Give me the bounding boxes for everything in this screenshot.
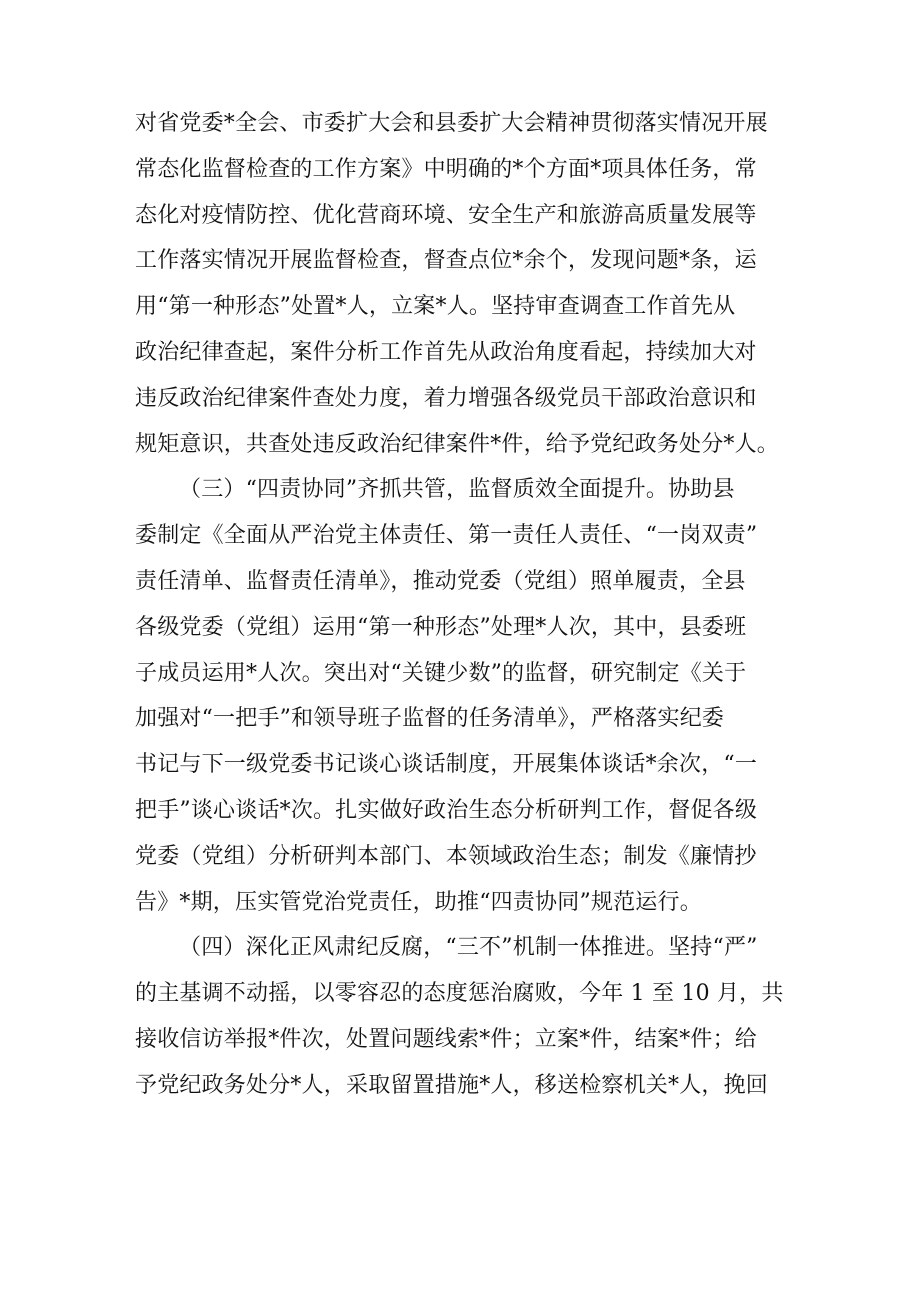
text-line: 子成员运用*人次。突出对“关键少数”的监督，研究制定《关于	[135, 660, 747, 686]
text-line: 接收信访举报*件次，处置问题线索*件；立案*件，结案*件；给	[135, 1026, 758, 1052]
text-line: 把手”谈心谈话*次。扎实做好政治生态分析研判工作，督促各级	[135, 797, 758, 823]
text-line: 违反政治纪律案件查处力度，着力增强各级党员干部政治意识和	[135, 385, 757, 411]
text-line: 各级党委（党组）运用“第一种形态”处理*人次，其中，县委班	[135, 614, 747, 640]
text-line: 的主基调不动摇，以零容忍的态度惩治腐败，今年 1 至 10 月，共	[135, 981, 784, 1007]
text-line: （三）“四责协同”齐抓共管，监督质效全面提升。协助县	[179, 477, 735, 503]
paragraph-four-responsibilities	[135, 467, 795, 925]
text-line: 规矩意识，共查处违反政治纪律案件*件，给予党纪政务处分*人。	[135, 431, 780, 457]
text-line: （四）深化正风肃纪反腐，“三不”机制一体推进。坚持“严”	[179, 935, 758, 961]
text-line: 委制定《全面从严治党主体责任、第一责任人责任、“一岗双责”	[135, 523, 758, 549]
text-line: 书记与下一级党委书记谈心谈话制度，开展集体谈话*余次，“一	[135, 752, 758, 778]
text-line: 加强对“一把手”和领导班子监督的任务清单》，严格落实纪委	[135, 706, 725, 732]
text-line: 工作落实情况开展监督检查，督查点位*余个，发现问题*条，运	[135, 248, 757, 274]
body-text	[135, 101, 795, 1109]
paragraph-supervision-inspection	[135, 101, 795, 467]
text-line: 责任清单、监督责任清单》，推动党委（党组）照单履责，全县	[135, 568, 746, 594]
text-line: 对省党委*全会、市委扩大会和县委扩大会精神贯彻落实情况开展	[135, 111, 768, 136]
text-line: 党委（党组）分析研判本部门、本领域政治生态；制发《廉情抄	[135, 843, 757, 869]
text-line: 告》*期，压实管党治党责任，助推“四责协同”规范运行。	[135, 889, 702, 915]
text-line: 常态化监督检查的工作方案》中明确的*个方面*项具体任务，常	[135, 156, 757, 182]
paragraph-anti-corruption	[135, 925, 795, 1108]
text-line: 用“第一种形态”处置*人，立案*人。坚持审查调查工作首先从	[135, 294, 736, 320]
text-line: 态化对疫情防控、优化营商环境、安全生产和旅游高质量发展等	[135, 202, 757, 228]
text-line: 予党纪政务处分*人，采取留置措施*人，移送检察机关*人，挽回	[135, 1072, 769, 1098]
text-line: 政治纪律查起，案件分析工作首先从政治角度看起，持续加大对	[135, 339, 757, 365]
